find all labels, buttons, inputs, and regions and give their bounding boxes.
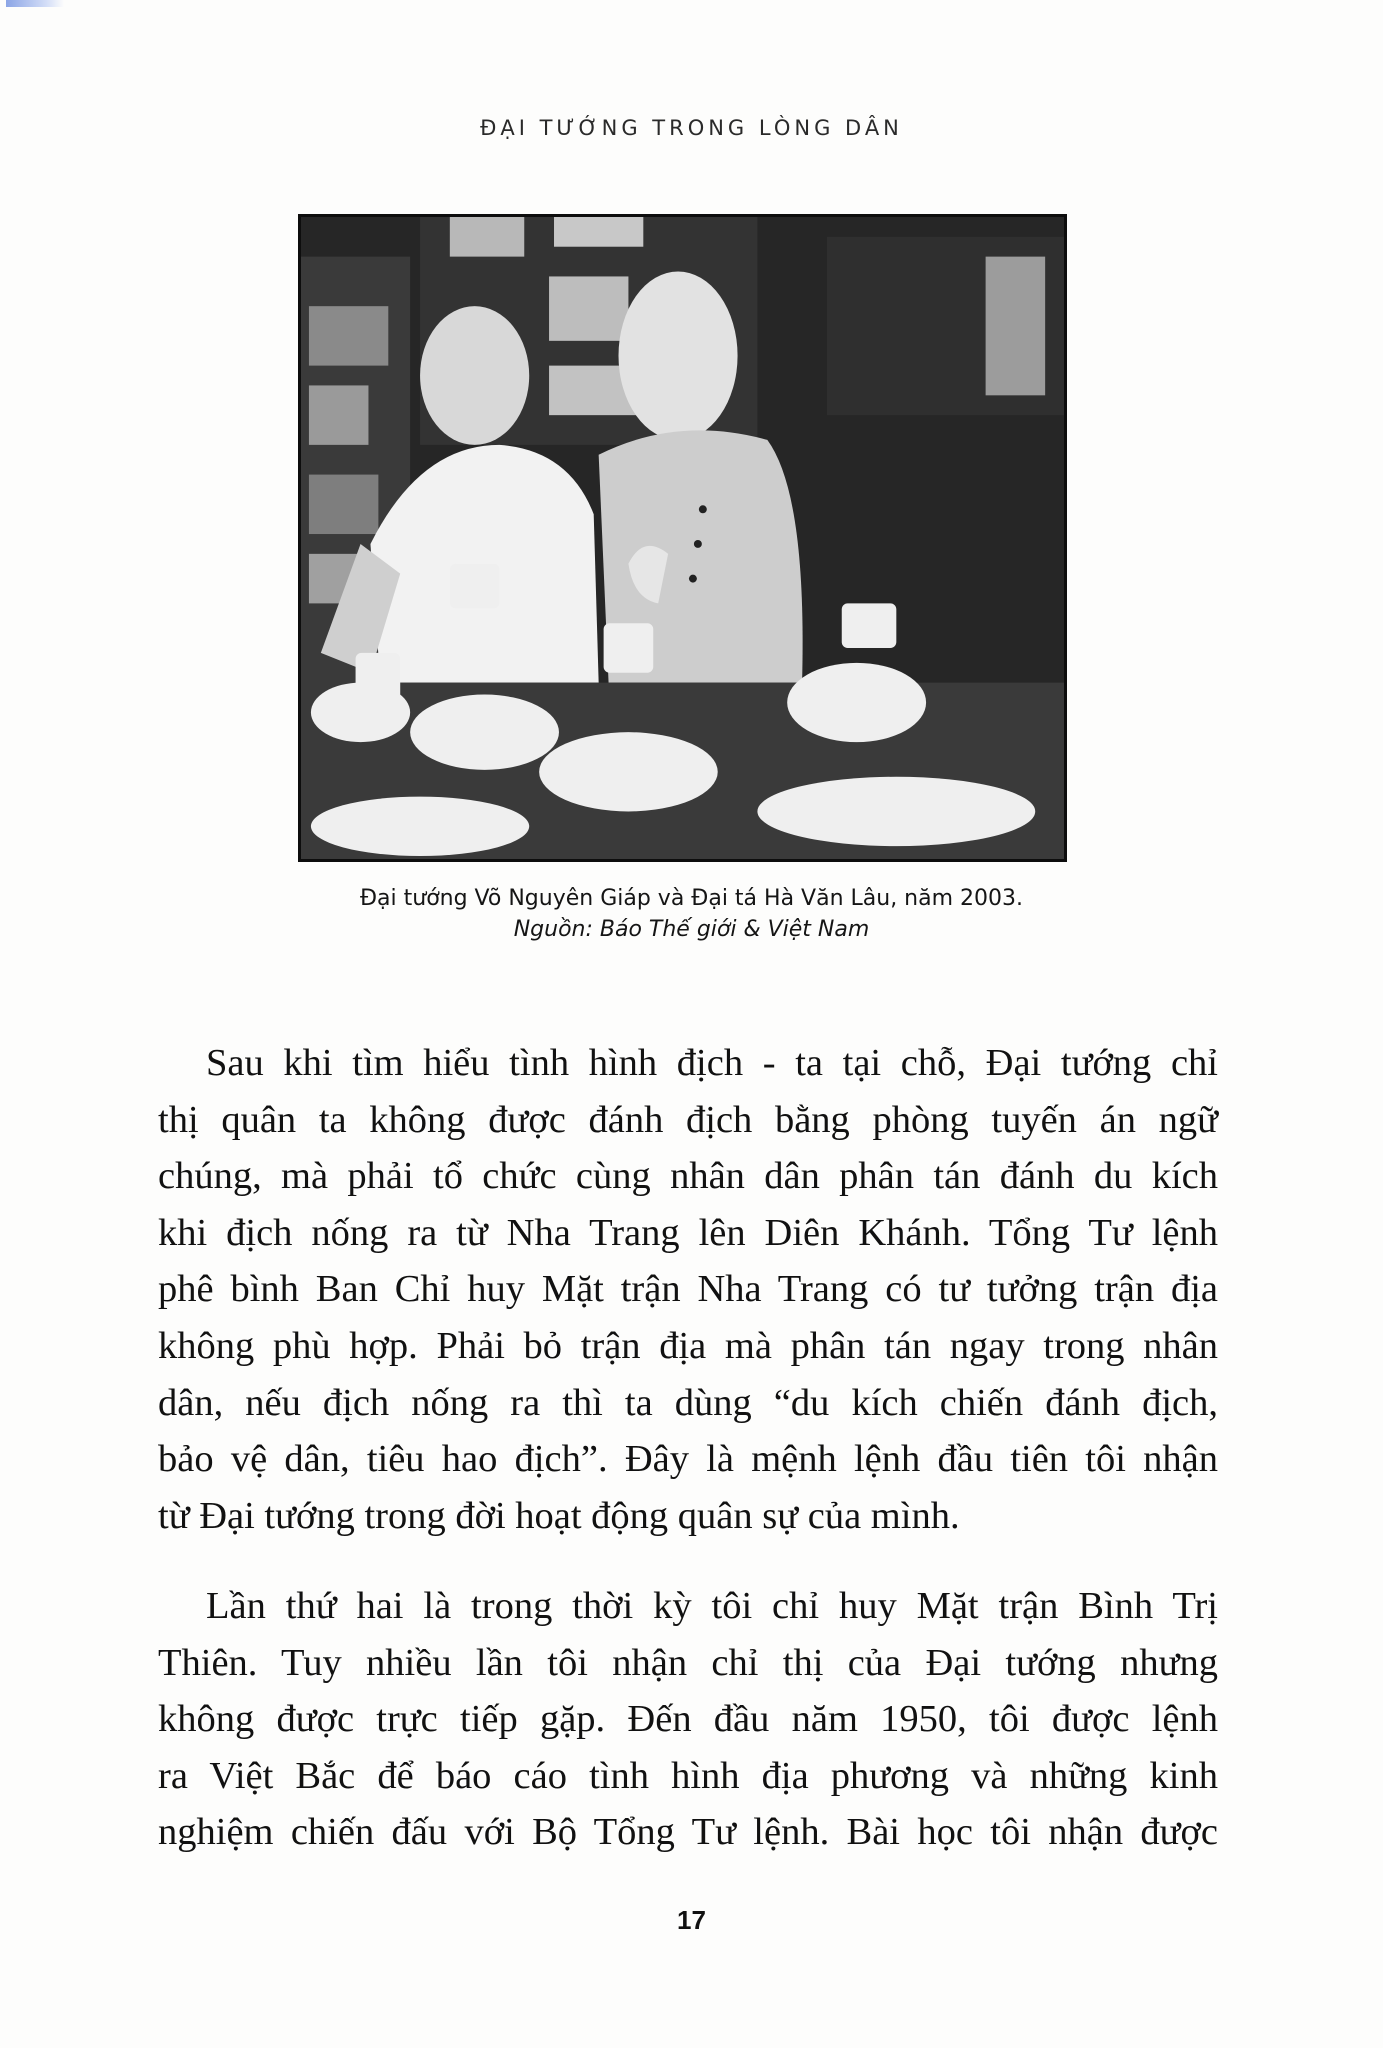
text-line: nghiệm chiến đấu với Bộ Tổng Tư lệnh. Bài học tôi nhận được [158, 1811, 1218, 1854]
scan-edge-mark [6, 0, 64, 7]
figure-caption [0, 883, 1383, 945]
paragraph-1 [158, 1035, 1218, 1544]
text-line: ra Việt Bắc để báo cáo tình hình địa phương và những kinh [158, 1754, 1218, 1797]
text-line: Thiên. Tuy nhiều lần tôi nhận chỉ thị của Đại tướng nhưng [158, 1641, 1218, 1684]
text-line: từ Đại tướng trong đời hoạt động quân sự của mình. [158, 1494, 960, 1537]
text-line: chúng, mà phải tổ chức cùng nhân dân phân tán đánh du kích [158, 1155, 1218, 1198]
text-line: bảo vệ dân, tiêu hao địch”. Đây là mệnh lệnh đầu tiên tôi nhận [158, 1438, 1218, 1481]
text-line: dân, nếu địch nống ra thì ta dùng “du kích chiến đánh địch, [158, 1381, 1218, 1424]
caption-text: Đại tướng Võ Nguyên Giáp và Đại tá Hà Văn Lâu, năm 2003. [359, 886, 1024, 911]
text-line: phê bình Ban Chỉ huy Mặt trận Nha Trang có tư tưởng trận địa [158, 1268, 1218, 1311]
text-line: khi địch nống ra từ Nha Trang lên Diên Khánh. Tổng Tư lệnh [158, 1211, 1218, 1254]
paragraph-2 [158, 1578, 1218, 1861]
text-line: thị quân ta không được đánh địch bằng phòng tuyến án ngữ [158, 1098, 1218, 1141]
bookshelf-right [827, 237, 1064, 415]
figure-photo [298, 214, 1067, 862]
text-line: Lần thứ hai là trong thời kỳ tôi chỉ huy Mặt trận Bình Trị [206, 1585, 1218, 1627]
text-line: không phù hợp. Phải bỏ trận địa mà phân tán ngay trong nhân [158, 1324, 1218, 1367]
running-head: ĐẠI TƯỚNG TRONG LÒNG DÂN [480, 116, 903, 140]
caption-source: Nguồn: Báo Thế giới & Việt Nam [513, 917, 870, 942]
page-number: 17 [677, 1905, 706, 1935]
photo-illustration [301, 217, 1064, 859]
text-line: Sau khi tìm hiểu tình hình địch - ta tại chỗ, Đại tướng chỉ [206, 1042, 1218, 1084]
text-line: không được trực tiếp gặp. Đến đầu năm 1950, tôi được lệnh [158, 1698, 1218, 1741]
